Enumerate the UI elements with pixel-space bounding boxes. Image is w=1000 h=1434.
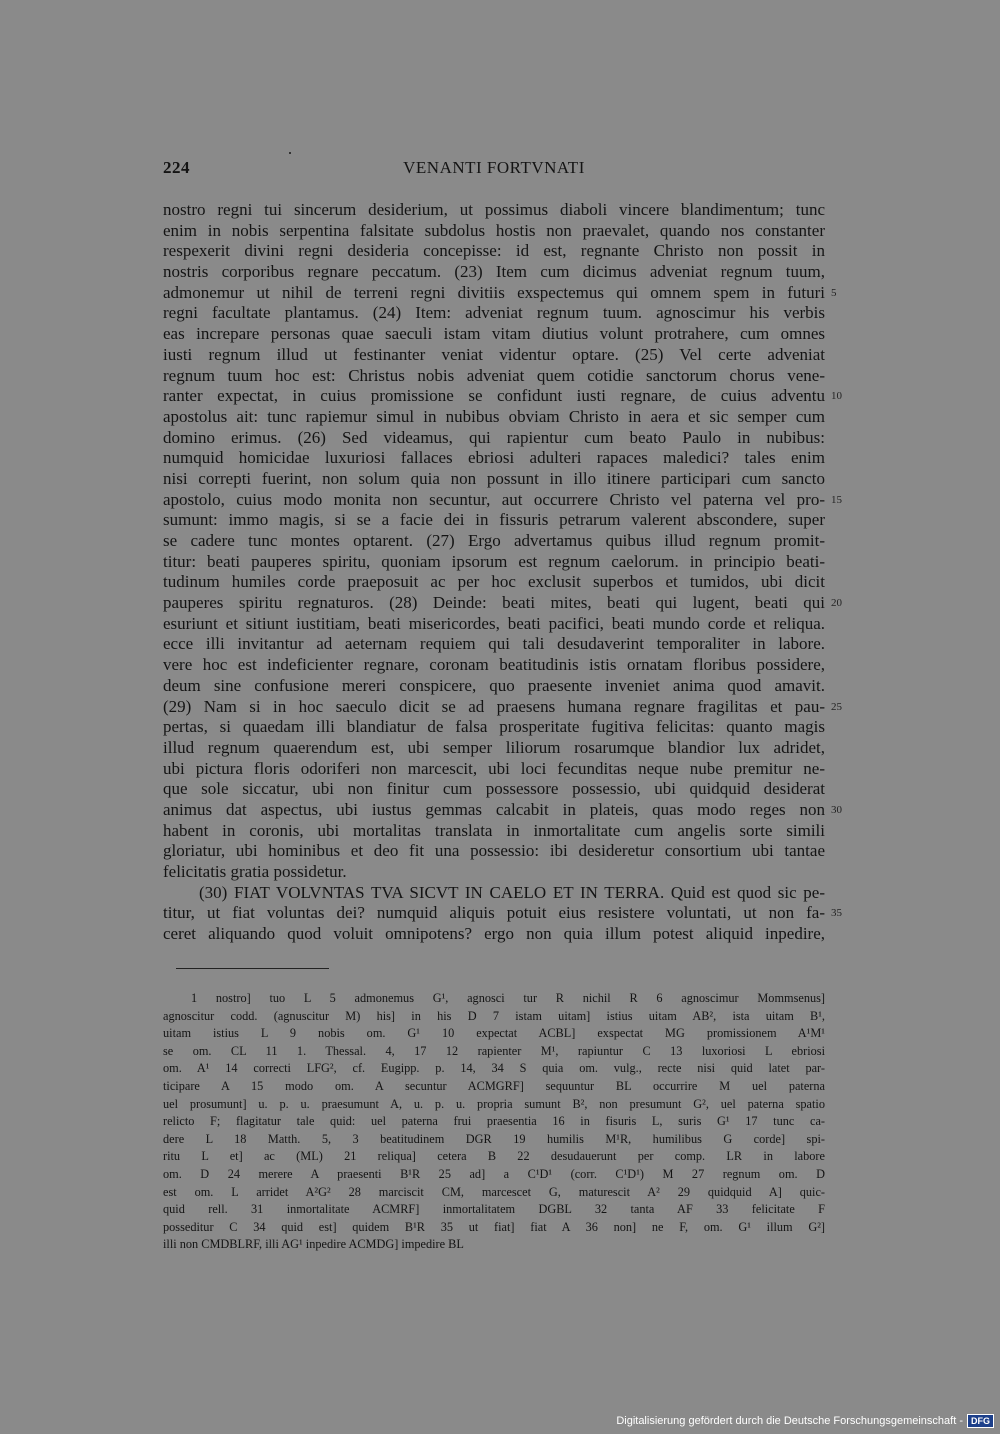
- text-line: [163, 924, 825, 945]
- text-line: [163, 883, 825, 904]
- text-line-content: regni facultate plantamus. (24) Item: adveniat regnum tuum. agnoscimur his verbis: [163, 303, 825, 323]
- line-number: 5: [831, 286, 837, 299]
- text-line: [163, 676, 825, 697]
- text-line-content: habent in coronis, ubi mortalitas translata in inmortalitate cum angelis sorte simili: [163, 820, 825, 840]
- text-line-content: gloriatur, ubi hominibus et deo fit una possessio: ibi desideretur consortium ubi tantae: [163, 841, 825, 861]
- text-line-content: respexerit divini regni desideria concepisse: id est, regnante Christo non possit in: [163, 241, 825, 261]
- apparatus-notes: [163, 990, 825, 1254]
- text-line-content: regnum tuum hoc est: Christus nobis adveniat quem cotidie sanctorum chorus vene-: [163, 365, 825, 385]
- text-line: [163, 821, 825, 842]
- text-line: [163, 366, 825, 387]
- note-line: illi non CMDBLRF, illi AG¹ inpedire ACMDG] impedire BL: [163, 1237, 464, 1252]
- text-line-content: que sole siccatur, ubi non finitur cum possessore possessio, ubi quidquid desiderat: [163, 779, 825, 799]
- text-line-content: ranter expectat, in cuius promissione se confidunt iusti regnare, de cuius adventu: [163, 386, 825, 406]
- text-line-content: se cadere tunc montes optarent. (27) Ergo advertamus quibus illud regnum promit-: [163, 531, 825, 550]
- text-line: [163, 634, 825, 655]
- text-line: [163, 862, 825, 883]
- text-line-content: pertas, si quaedam illi blandiatur de falsa prosperitate fugitiva felicitas: quanto magis: [163, 717, 825, 737]
- text-line-content: enim in nobis serpentina falsitate subdolus hostis non praevalet, quando nos constanter: [163, 220, 825, 240]
- text-line: [163, 799, 842, 821]
- text-line: [163, 759, 825, 780]
- note-line: om. A¹ 14 correcti LFG², cf. Eugipp. p. 14, 34 S quia om. vulg., recte nisi quid latet par-: [163, 1061, 825, 1076]
- line-number: 25: [831, 700, 842, 713]
- text-line-content: eas increpare personas quae saeculi istam vitam diutius volunt protrahere, cum omnes: [163, 324, 825, 344]
- text-line: [163, 345, 825, 366]
- text-line: [163, 572, 825, 593]
- text-line: [163, 593, 842, 614]
- text-line: [163, 282, 837, 304]
- text-line: [163, 324, 825, 345]
- text-line: [163, 738, 825, 759]
- note-line: est om. L arridet A²G² 28 marciscit CM, marcescet G, maturescit A² 29 quidquid A] quic-: [163, 1184, 825, 1199]
- text-line: [163, 221, 825, 242]
- line-number: 20: [831, 597, 842, 610]
- text-line: [163, 386, 842, 407]
- text-line-content: nostro regni tui sincerum desiderium, ut possimus diaboli vincere blandimentum; tunc: [163, 200, 825, 219]
- text-line-content: apostolo, cuius modo monita non secuntur, aut occurrere Christo vel paterna vel pro-: [163, 489, 825, 509]
- footer-text: Digitalisierung gefördert durch die Deutsche Forschungsgemeinschaft -: [616, 1415, 963, 1427]
- text-line-content: ubi pictura floris odoriferi non marcescit, ubi loci fecunditas neque nube premitur ne-: [163, 758, 825, 778]
- text-line-content: (30) FIAT VOLVNTAS TVA SICVT IN CAELO ET IN TERRA. Quid est quod sic pe-: [199, 882, 825, 902]
- text-line-content: felicitatis gratia possidetur.: [163, 862, 347, 881]
- text-line-content: titur, ut fiat voluntas dei? numquid aliquis potuit eius resistere voluntati, ut non fa-: [163, 903, 825, 923]
- note-line: uitam istius L 9 nobis om. G¹ 10 expectat ACBL] exspectat MG promissionem A¹M¹: [163, 1026, 825, 1041]
- text-line: [163, 448, 825, 469]
- text-line: [163, 655, 825, 676]
- text-line-content: numquid homicidae luxuriosi fallaces ebriosi adulteri rapaces maledici? tales enim: [163, 448, 825, 468]
- note-line: agnoscitur codd. (agnuscitur M) his] in his D 7 istam uitam] istius uitam AB², ista uitam B¹,: [163, 1008, 825, 1023]
- text-line: [163, 779, 825, 800]
- text-line-content: pauperes spiritu regnaturos. (28) Deinde: beati mites, beati qui lugent, beati qui: [163, 593, 825, 613]
- running-title: VENANTI FORTVNATI: [403, 158, 585, 177]
- text-line: [163, 469, 825, 490]
- text-line-content: ecce illi invitantur ad aeternam requiem qui tali desudaverint temporaliter in labore.: [163, 634, 825, 654]
- text-line-content: sumunt: immo magis, si se a facie dei in fissuris petrarum valerent abscondere, super: [163, 510, 825, 530]
- text-line: [163, 262, 825, 283]
- text-line-content: ceret aliquando quod voluit omnipotens? ergo non quia illum potest aliquid inpedire,: [163, 924, 825, 944]
- text-line: [163, 552, 825, 573]
- line-number: 30: [831, 803, 842, 816]
- text-line: [163, 407, 825, 428]
- text-line-content: illud regnum quaerendum est, ubi semper liliorum rosarumque blandior lux adridet,: [163, 737, 825, 757]
- text-line: [163, 428, 825, 449]
- text-line: [163, 489, 842, 511]
- line-number: 35: [831, 907, 842, 920]
- note-line: ticipare A 15 modo om. A secuntur ACMGRF] sequuntur BL occurrire M uel paterna: [163, 1078, 825, 1093]
- footer-credit: [616, 1414, 994, 1428]
- text-line-content: nisi correpti fuerint, non solum quia non possunt in illo itinere participari cum sancto: [163, 468, 825, 488]
- text-line-content: domino erimus. (26) Sed videamus, qui rapientur cum beato Paulo in nubibus:: [163, 427, 825, 447]
- line-number: 15: [831, 493, 842, 506]
- text-line-content: vere hoc est indeficienter regnare, coronam beatitudinis istis ornatam floribus possidere,: [163, 655, 825, 675]
- note-line: ritu L et] ac (ML) 21 reliqua] cetera B 22 desudauerunt per comp. LR in labore: [163, 1149, 825, 1164]
- note-line: posseditur C 34 quid est] quidem B¹R 35 ut fiat] fiat A 36 non] ne F, om. G¹ illum G²]: [163, 1219, 825, 1234]
- text-line: [163, 510, 825, 531]
- text-line: [163, 903, 842, 924]
- text-line-content: titur: beati pauperes spiritu, quoniam ipsorum est regnum caelorum. in principio beati-: [163, 551, 825, 571]
- text-line-content: (29) Nam si in hoc saeculo dicit se ad praesens humana regnare fragilitas et pau-: [163, 696, 825, 716]
- text-line: [163, 717, 825, 738]
- text-line-content: iusti regnum illud ut festinanter veniat videntur optare. (25) Vel certe adveniat: [163, 344, 825, 364]
- text-line-content: tudinum humiles corde praeposuit ac per hoc exclusit superbos et tumidos, ubi dicit: [163, 572, 825, 592]
- note-line: uel prosumunt] u. p. u. praesumunt A, u. p. u. propria sumunt B², non presumunt G², uel paterna spatio: [163, 1096, 825, 1111]
- speck-mark: [289, 152, 291, 154]
- note-line: quid rell. 31 inmortalitate ACMRF] inmortalitatem DGBL 32 tanta AF 33 felicitate F: [163, 1202, 825, 1217]
- note-line: relicto F; flagitatur tale quid: uel paterna frui praesentia 16 in fisuris L, suris G¹ 17 tunc ca-: [163, 1114, 825, 1129]
- text-line-content: apostolus ait: tunc rapiemur simul in nubibus obviam Christo in aera et sic semper cum: [163, 406, 825, 426]
- text-line: [163, 303, 825, 324]
- main-text: [163, 200, 842, 945]
- text-line-content: deum sine confusione mereri conspicere, quo praesente inveniet anima quod amavit.: [163, 675, 825, 695]
- line-number: 10: [831, 390, 842, 403]
- note-line: om. D 24 merere A praesenti B¹R 25 ad] a C¹D¹ (corr. C¹D¹) M 27 regnum om. D: [163, 1166, 825, 1181]
- note-line: 1 nostro] tuo L 5 admonemus G¹, agnosci tur R nichil R 6 agnoscimur Mommsenus]: [191, 991, 825, 1005]
- text-line: [163, 614, 825, 635]
- text-line: [163, 200, 825, 221]
- text-line: [163, 241, 825, 262]
- note-line: se om. CL 11 1. Thessal. 4, 17 12 rapienter M¹, rapiuntur C 13 luxoriosi L ebriosi: [163, 1043, 825, 1058]
- text-line: [163, 841, 825, 862]
- text-line-content: esuriunt et sitiunt iustitiam, beati misericordes, beati pacifici, beati mundo corde et reliqua.: [163, 613, 825, 633]
- note-line: dere L 18 Matth. 5, 3 beatitudinem DGR 19 humilis M¹R, humilibus G corde] spi-: [163, 1131, 825, 1146]
- page-number: 224: [163, 158, 190, 177]
- footnote-rule: [176, 968, 329, 969]
- text-line: [163, 696, 842, 718]
- text-line-content: nostris corporibus regnare peccatum. (23) Item cum dicimus adveniat regnum tuum,: [163, 262, 825, 282]
- dfg-logo-icon[interactable]: DFG: [967, 1414, 994, 1428]
- text-line-content: animus dat aspectus, ubi iustus gemmas calcabit in plateis, quas modo reges non: [163, 799, 825, 819]
- text-line-content: admonemur ut nihil de terreni regni divitiis exspectemus qui omnem spem in futuri: [163, 282, 825, 302]
- text-line: [163, 531, 825, 552]
